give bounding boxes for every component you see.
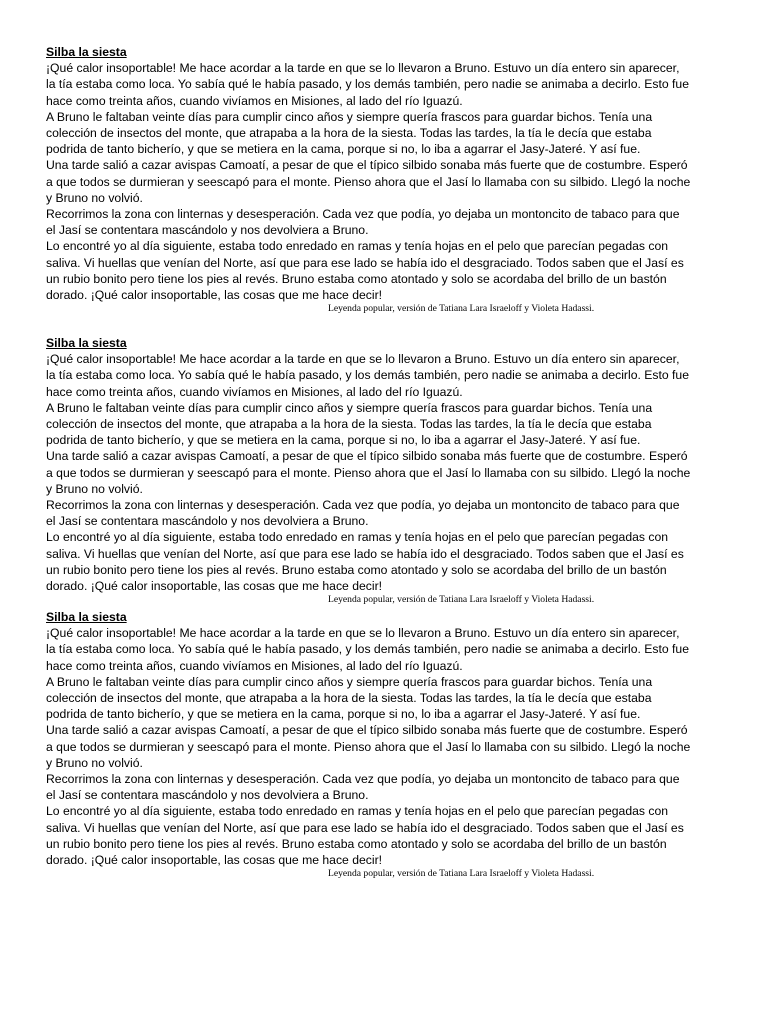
text-line: y Bruno no volvió. [46,481,143,496]
story-title: Silba la siesta [46,45,127,59]
text-line: un rubio bonito pero tiene los pies al revés. Bruno estaba como atontado y solo se acordaba del brillo de un bastón [46,836,667,851]
story-title: Silba la siesta [46,336,127,350]
text-line: ¡Qué calor insoportable! Me hace acordar a la tarde en que se lo llevaron a Bruno. Estuvo un día entero sin aparecer, [46,626,680,641]
text-line: colección de insectos del monte, que atrapaba a la hora de la siesta. Todas las tardes, la tía le decía que estaba [46,691,652,706]
text-line: el Jasí se contentara mascándolo y nos devolviera a Bruno. [46,788,369,803]
text-line: Recorrimos la zona con linternas y desesperación. Cada vez que podía, yo dejaba un montoncito de tabaco para que [46,207,680,222]
text-line: podrida de tanto bicherío, y que se metiera en la cama, porque si no, lo iba a agarrar el Jasy-Jateré. Y así fue. [46,142,641,157]
text-line: un rubio bonito pero tiene los pies al revés. Bruno estaba como atontado y solo se acordaba del brillo de un bastón [46,562,667,577]
text-line: a que todos se durmieran y seescapó para el monte. Pienso ahora que el Jasí lo llamaba con su silbido. Llegó la noche [46,465,691,480]
text-line: a que todos se durmieran y seescapó para el monte. Pienso ahora que el Jasí lo llamaba con su silbido. Llegó la noche [46,739,691,754]
text-line: colección de insectos del monte, que atrapaba a la hora de la siesta. Todas las tardes, la tía le decía que estaba [46,126,652,141]
text-line: hace como treinta años, cuando vivíamos en Misiones, al lado del río Iguazú. [46,384,463,399]
text-line: dorado. ¡Qué calor insoportable, las cosas que me hace decir! [46,579,383,594]
attribution: Leyenda popular, versión de Tatiana Lara Israeloff y Violeta Hadassi. [328,303,595,315]
text-line: podrida de tanto bicherío, y que se metiera en la cama, porque si no, lo iba a agarrar el Jasy-Jateré. Y así fue. [46,707,641,722]
text-line: dorado. ¡Qué calor insoportable, las cosas que me hace decir! [46,288,383,303]
story-block [46,44,722,315]
text-line: a que todos se durmieran y seescapó para el monte. Pienso ahora que el Jasí lo llamaba con su silbido. Llegó la noche [46,174,691,189]
story-title: Silba la siesta [46,610,127,624]
attribution: Leyenda popular, versión de Tatiana Lara Israeloff y Violeta Hadassi. [328,594,595,606]
text-line: Una tarde salió a cazar avispas Camoatí, a pesar de que el típico silbido sonaba más fuerte que de costumbre. Esperó [46,449,688,464]
text-line: A Bruno le faltaban veinte días para cumplir cinco años y siempre quería frascos para guardar bichos. Tenía una [46,674,653,689]
text-line: saliva. Vi huellas que venían del Norte, así que para ese lado se había ido el desgraciado. Todos saben que el Jasí es [46,255,684,270]
text-line: la tía estaba como loca. Yo sabía qué le había pasado, y los demás también, pero nadie se animaba a decirlo. Esto fue [46,642,689,657]
text-line: saliva. Vi huellas que venían del Norte, así que para ese lado se había ido el desgraciado. Todos saben que el Jasí es [46,820,684,835]
text-line: Una tarde salió a cazar avispas Camoatí, a pesar de que el típico silbido sonaba más fuerte que de costumbre. Esperó [46,723,688,738]
text-line: dorado. ¡Qué calor insoportable, las cosas que me hace decir! [46,853,383,868]
text-line: un rubio bonito pero tiene los pies al revés. Bruno estaba como atontado y solo se acordaba del brillo de un bastón [46,271,667,286]
story-text [46,351,722,594]
text-line: colección de insectos del monte, que atrapaba a la hora de la siesta. Todas las tardes, la tía le decía que estaba [46,417,652,432]
text-line: la tía estaba como loca. Yo sabía qué le había pasado, y los demás también, pero nadie se animaba a decirlo. Esto fue [46,77,689,92]
text-line: podrida de tanto bicherío, y que se metiera en la cama, porque si no, lo iba a agarrar el Jasy-Jateré. Y así fue. [46,433,641,448]
story-block [46,609,722,880]
story-text [46,60,722,303]
text-line: el Jasí se contentara mascándolo y nos devolviera a Bruno. [46,223,369,238]
story-block [46,335,722,606]
text-line: la tía estaba como loca. Yo sabía qué le había pasado, y los demás también, pero nadie se animaba a decirlo. Esto fue [46,368,689,383]
text-line: ¡Qué calor insoportable! Me hace acordar a la tarde en que se lo llevaron a Bruno. Estuvo un día entero sin aparecer, [46,61,680,76]
text-line: A Bruno le faltaban veinte días para cumplir cinco años y siempre quería frascos para guardar bichos. Tenía una [46,400,653,415]
story-text [46,625,722,868]
text-line: Recorrimos la zona con linternas y desesperación. Cada vez que podía, yo dejaba un montoncito de tabaco para que [46,498,680,513]
text-line: Lo encontré yo al día siguiente, estaba todo enredado en ramas y tenía hojas en el pelo que parecían pegadas con [46,239,669,254]
text-line: hace como treinta años, cuando vivíamos en Misiones, al lado del río Iguazú. [46,93,463,108]
text-line: Lo encontré yo al día siguiente, estaba todo enredado en ramas y tenía hojas en el pelo que parecían pegadas con [46,804,669,819]
text-line: saliva. Vi huellas que venían del Norte, así que para ese lado se había ido el desgraciado. Todos saben que el Jasí es [46,546,684,561]
text-line: hace como treinta años, cuando vivíamos en Misiones, al lado del río Iguazú. [46,658,463,673]
text-line: Una tarde salió a cazar avispas Camoatí, a pesar de que el típico silbido sonaba más fuerte que de costumbre. Esperó [46,158,688,173]
text-line: Lo encontré yo al día siguiente, estaba todo enredado en ramas y tenía hojas en el pelo que parecían pegadas con [46,530,669,545]
text-line: ¡Qué calor insoportable! Me hace acordar a la tarde en que se lo llevaron a Bruno. Estuvo un día entero sin aparecer, [46,352,680,367]
text-line: A Bruno le faltaban veinte días para cumplir cinco años y siempre quería frascos para guardar bichos. Tenía una [46,109,653,124]
text-line: y Bruno no volvió. [46,190,143,205]
attribution: Leyenda popular, versión de Tatiana Lara Israeloff y Violeta Hadassi. [328,868,595,880]
text-line: y Bruno no volvió. [46,755,143,770]
text-line: el Jasí se contentara mascándolo y nos devolviera a Bruno. [46,514,369,529]
text-line: Recorrimos la zona con linternas y desesperación. Cada vez que podía, yo dejaba un montoncito de tabaco para que [46,772,680,787]
